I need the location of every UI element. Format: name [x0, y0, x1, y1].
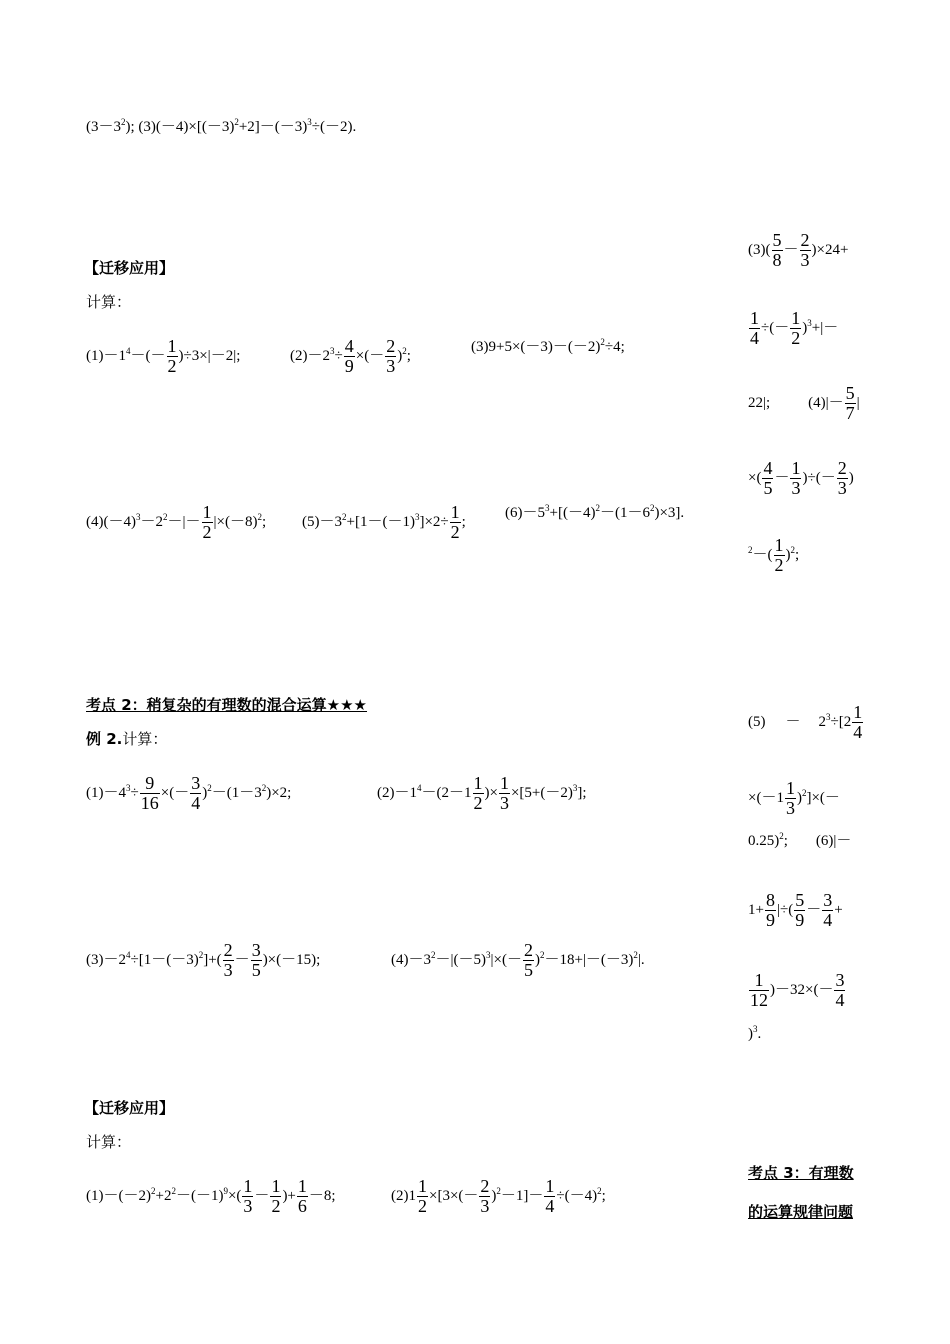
text: ÷4; — [604, 339, 625, 355]
superscript: 2 — [121, 117, 126, 127]
superscript: 2 — [171, 1185, 176, 1196]
text: － — [234, 951, 250, 968]
text: ]+( — [203, 951, 222, 968]
denominator: 2 — [473, 792, 483, 813]
text: (1)－(－2) — [86, 1187, 151, 1204]
numerator: 2 — [223, 940, 233, 960]
text: －(1－6 — [599, 505, 650, 521]
superscript: 3 — [545, 503, 550, 513]
text: (1)－4 — [86, 784, 126, 801]
denominator: 3 — [800, 249, 810, 270]
text: )+ — [282, 1187, 296, 1204]
text: +[(－4) — [549, 505, 596, 521]
fraction — [790, 309, 801, 348]
denominator: 4 — [191, 792, 201, 813]
text: ÷[2 — [830, 713, 852, 730]
example-row-1a — [86, 774, 291, 813]
fraction — [749, 309, 760, 348]
text: )－32×(－ — [770, 981, 834, 998]
denominator: 4 — [823, 909, 833, 930]
fraction — [762, 459, 773, 498]
text: +[1－(－1) — [346, 513, 415, 530]
superscript: 2 — [748, 544, 753, 555]
denominator: 9 — [795, 909, 805, 930]
fraction — [242, 1177, 253, 1216]
denominator: 8 — [772, 249, 782, 270]
text: － — [783, 241, 799, 258]
superscript: 2 — [779, 831, 784, 841]
text: )×3]. — [654, 505, 685, 521]
superscript: 2 — [261, 782, 267, 793]
numerator: 2 — [386, 336, 396, 356]
text: ÷ — [334, 347, 343, 364]
text: ; — [601, 1187, 606, 1204]
side-line-7 — [748, 779, 840, 818]
text: ÷(－2). — [311, 119, 357, 135]
denominator: 3 — [499, 792, 509, 813]
text: － — [806, 901, 822, 918]
text: －18+|－(－3) — [544, 951, 634, 968]
side-line-10 — [748, 971, 846, 1010]
superscript: 2 — [402, 345, 407, 356]
text: ×(－1 — [748, 789, 784, 806]
superscript: 3 — [414, 511, 420, 522]
fraction — [774, 536, 785, 575]
text: ); (3)(－4)×[(－3) — [125, 119, 235, 135]
numerator: 3 — [251, 940, 261, 960]
fraction — [772, 231, 783, 270]
denominator: 7 — [845, 402, 855, 423]
text: ; — [406, 347, 411, 364]
text: )÷3×|－2|; — [178, 347, 241, 364]
denominator: 3 — [791, 477, 801, 498]
fraction — [852, 703, 863, 742]
fraction — [190, 774, 201, 813]
text: ×(－ — [160, 784, 190, 801]
example-row-2b — [391, 941, 645, 980]
text: ×(－ — [355, 347, 385, 364]
numerator: 1 — [418, 1176, 427, 1196]
numerator: 2 — [800, 230, 810, 250]
text: 2 — [818, 713, 827, 730]
superscript: 2 — [342, 511, 347, 522]
fraction — [167, 337, 178, 376]
text: ×[3×(－ — [429, 1187, 479, 1204]
section-heading-transfer-1: 【迁移应用】 — [84, 259, 175, 277]
compute-intro-1: 计算： — [86, 295, 132, 311]
numerator: 3 — [823, 890, 833, 910]
side-line-9 — [748, 891, 843, 930]
text: 1+ — [748, 901, 764, 918]
text: ]×2÷ — [419, 513, 449, 530]
text: ) — [397, 347, 403, 364]
text: )×(－15); — [262, 951, 321, 968]
fraction — [837, 459, 848, 498]
denominator: 3 — [386, 355, 396, 376]
numerator: 3 — [835, 970, 845, 990]
numerator: 1 — [167, 336, 177, 356]
text: ; — [261, 513, 267, 530]
superscript: 4 — [417, 782, 422, 793]
denominator: 3 — [837, 477, 847, 498]
text: －(1－3 — [211, 784, 262, 801]
fraction — [385, 337, 396, 376]
fraction — [251, 941, 262, 980]
numerator: 1 — [791, 458, 801, 478]
text: －(－ — [130, 347, 166, 364]
superscript: 2 — [790, 544, 795, 555]
numerator: 1 — [791, 308, 801, 328]
text: ) — [534, 951, 540, 968]
text: ×[5+(－2) — [510, 784, 573, 801]
text: 0.25) — [748, 833, 780, 849]
numerator: 5 — [795, 890, 805, 910]
denominator: 9 — [344, 355, 354, 376]
superscript: 2 — [801, 787, 807, 798]
text: －( — [752, 546, 773, 563]
text: (2)－1 — [377, 784, 417, 801]
denominator: 5 — [251, 959, 261, 980]
text: |÷( — [776, 901, 794, 918]
side-line-1 — [748, 231, 848, 270]
problem-row-2b — [302, 503, 466, 542]
text: ×( — [227, 1187, 242, 1204]
fraction — [822, 891, 833, 930]
fraction — [297, 1177, 308, 1216]
numerator: 1 — [750, 308, 759, 328]
text: －|－ — [167, 513, 201, 530]
fraction — [523, 941, 534, 980]
fraction — [785, 779, 796, 818]
denominator: 5 — [763, 477, 773, 498]
text: )÷(－ — [802, 469, 836, 486]
problem-row-3a — [86, 1177, 336, 1216]
denominator: 12 — [750, 989, 768, 1010]
side-line-11 — [748, 1024, 761, 1044]
example-2-label — [86, 729, 167, 750]
superscript: 2 — [633, 949, 638, 960]
fraction — [479, 1177, 490, 1216]
superscript: 2 — [600, 337, 605, 347]
denominator: 5 — [523, 959, 533, 980]
numerator: 1 — [499, 773, 509, 793]
fraction — [765, 891, 776, 930]
superscript: 3 — [826, 711, 831, 722]
text: ; — [461, 513, 466, 530]
text: (3)( — [748, 241, 771, 258]
text: )×24+ — [811, 241, 849, 258]
compute-intro-2: 计算： — [86, 1135, 132, 1151]
text: |×(－8) — [213, 513, 258, 530]
side-line-3 — [748, 384, 860, 423]
text: ; — [783, 833, 788, 849]
superscript: 2 — [595, 503, 600, 513]
text: |×(－ — [490, 951, 522, 968]
numerator: 1 — [473, 773, 483, 793]
text: 计算： — [122, 732, 168, 748]
denominator: 4 — [835, 989, 845, 1010]
superscript: 2 — [207, 782, 212, 793]
superscript: 3 — [330, 345, 335, 356]
superscript: 2 — [257, 511, 262, 522]
text: +|－ — [811, 319, 839, 336]
text: ) — [785, 546, 791, 563]
text: (5)－3 — [302, 513, 342, 530]
numerator: 1 — [853, 702, 863, 722]
numerator: 1 — [545, 1176, 555, 1196]
example-number: 例 2. — [86, 730, 123, 748]
side-line-6 — [748, 703, 864, 742]
fraction — [544, 1177, 555, 1216]
superscript: 2 — [198, 949, 204, 960]
text: ) — [491, 1187, 497, 1204]
denominator: 2 — [271, 1195, 281, 1216]
text: (3－3 — [86, 119, 121, 135]
text: ]×(－ — [806, 789, 840, 806]
fraction — [223, 941, 234, 980]
text: ÷(－ — [761, 319, 790, 336]
text: －(－1) — [175, 1187, 224, 1204]
problem-row-3b — [391, 1177, 606, 1216]
superscript: 2 — [431, 949, 436, 960]
side-line-2 — [748, 309, 838, 348]
text: － — [774, 469, 790, 486]
numerator: 5 — [772, 230, 782, 250]
denominator: 2 — [450, 521, 460, 542]
side-line-8 — [748, 831, 851, 851]
denominator: 2 — [167, 355, 177, 376]
text: 22|; — [748, 394, 771, 411]
numerator: 1 — [774, 535, 784, 555]
numerator: 1 — [297, 1176, 307, 1196]
fraction — [270, 1177, 281, 1216]
superscript: 3 — [135, 511, 141, 522]
text: －2 — [140, 513, 163, 530]
text: ) — [202, 784, 208, 801]
numerator: 1 — [271, 1176, 281, 1196]
text: (2)－2 — [290, 347, 330, 364]
fraction — [800, 231, 811, 270]
denominator: 3 — [480, 1195, 490, 1216]
fraction — [417, 1177, 428, 1216]
denominator: 3 — [785, 797, 795, 818]
topic-heading-3-line-2: 的运算规律问题 — [748, 1203, 854, 1221]
superscript: 2 — [649, 503, 655, 513]
text: ÷[1－(－3) — [130, 951, 199, 968]
text: ) — [796, 789, 802, 806]
superscript: 2 — [163, 511, 168, 522]
denominator: 2 — [418, 1195, 427, 1216]
denominator: 9 — [765, 909, 775, 930]
numerator: 2 — [523, 940, 533, 960]
text: (3)－2 — [86, 951, 126, 968]
text: | — [856, 394, 860, 411]
text: (1)－1 — [86, 347, 126, 364]
denominator: 2 — [791, 327, 801, 348]
fraction — [450, 503, 461, 542]
numerator: 3 — [191, 773, 201, 793]
text: －1]－ — [500, 1187, 544, 1204]
text: + — [834, 901, 843, 918]
text: (4)(－4) — [86, 513, 136, 530]
superscript: 2 — [597, 1185, 602, 1196]
topic-heading-2: 考点 2：稍复杂的有理数的混合运算★★★ — [86, 696, 368, 714]
text: )× — [484, 784, 498, 801]
superscript: 4 — [126, 345, 131, 356]
denominator: 6 — [297, 1195, 307, 1216]
numerator: 9 — [140, 774, 160, 794]
text: ×( — [748, 469, 762, 486]
text: (5) — [748, 713, 766, 730]
superscript: 3 — [126, 782, 131, 793]
superscript: 2 — [234, 117, 239, 127]
text: +2 — [155, 1187, 172, 1204]
text: (3)9+5×(－3)－(－2) — [471, 339, 601, 355]
denominator: 16 — [140, 792, 159, 813]
section-heading-transfer-2: 【迁移应用】 — [84, 1099, 175, 1117]
text: (6)|－ — [815, 833, 852, 849]
text: －(2－1 — [421, 784, 472, 801]
fraction — [834, 971, 845, 1010]
text: ) — [848, 469, 854, 486]
numerator: 1 — [202, 502, 212, 522]
numerator: 5 — [845, 383, 855, 403]
text: ; — [795, 546, 800, 563]
superscript: 2 — [539, 949, 545, 960]
numerator: 4 — [344, 336, 354, 356]
text: ) — [802, 319, 808, 336]
superscript: 9 — [223, 1185, 228, 1196]
text: － — [254, 1187, 270, 1204]
text: . — [757, 1026, 762, 1042]
denominator: 4 — [853, 721, 863, 742]
denominator: 2 — [202, 521, 212, 542]
fraction — [473, 774, 484, 813]
fraction — [749, 971, 769, 1010]
text: +2]－(－3) — [238, 119, 308, 135]
text: －|(－5) — [435, 951, 486, 968]
superscript: 3 — [572, 782, 578, 793]
topic-heading-3-line-1: 考点 3：有理数 — [748, 1164, 854, 1182]
superscript: 2 — [496, 1185, 501, 1196]
problem-row-1b — [290, 337, 411, 376]
text: (4)|－ — [808, 394, 844, 411]
text: (6)－5 — [505, 505, 545, 521]
superscript: 3 — [307, 117, 312, 127]
text: ÷(－4) — [556, 1187, 598, 1204]
text: ]; — [577, 784, 587, 801]
text: |. — [637, 951, 645, 968]
text: ) — [748, 1026, 753, 1042]
denominator: 3 — [243, 1195, 253, 1216]
problem-row-2c — [505, 503, 684, 523]
problem-row-1a — [86, 337, 240, 376]
numerator: 1 — [243, 1176, 253, 1196]
text: －8; — [308, 1187, 336, 1204]
fraction — [344, 337, 355, 376]
fraction — [499, 774, 510, 813]
denominator: 3 — [223, 959, 233, 980]
text: (2)1 — [391, 1187, 416, 1204]
top-expression-line — [86, 117, 356, 137]
numerator: 1 — [450, 502, 460, 522]
side-line-5 — [748, 536, 799, 575]
superscript: 3 — [807, 317, 812, 328]
fraction — [794, 891, 805, 930]
denominator: 4 — [750, 327, 759, 348]
fraction — [140, 774, 160, 813]
text: (4)－3 — [391, 951, 431, 968]
fraction — [790, 459, 801, 498]
numerator: 2 — [480, 1176, 490, 1196]
numerator: 8 — [765, 890, 775, 910]
fraction — [202, 503, 213, 542]
problem-row-2a — [86, 503, 266, 542]
numerator: 1 — [785, 778, 795, 798]
superscript: 3 — [753, 1024, 758, 1034]
denominator: 2 — [774, 554, 784, 575]
numerator: 1 — [749, 971, 769, 991]
fraction — [845, 384, 856, 423]
numerator: 2 — [837, 458, 847, 478]
superscript: 3 — [486, 949, 491, 960]
text: ÷ — [130, 784, 139, 801]
superscript: 2 — [150, 1185, 156, 1196]
example-row-2a — [86, 941, 320, 980]
superscript: 4 — [126, 949, 131, 960]
side-line-4 — [748, 459, 854, 498]
problem-row-1c — [471, 337, 625, 357]
denominator: 4 — [545, 1195, 555, 1216]
numerator: 4 — [763, 458, 773, 478]
example-row-1b — [377, 774, 587, 813]
text: )×2; — [266, 784, 292, 801]
text: － — [785, 713, 801, 730]
